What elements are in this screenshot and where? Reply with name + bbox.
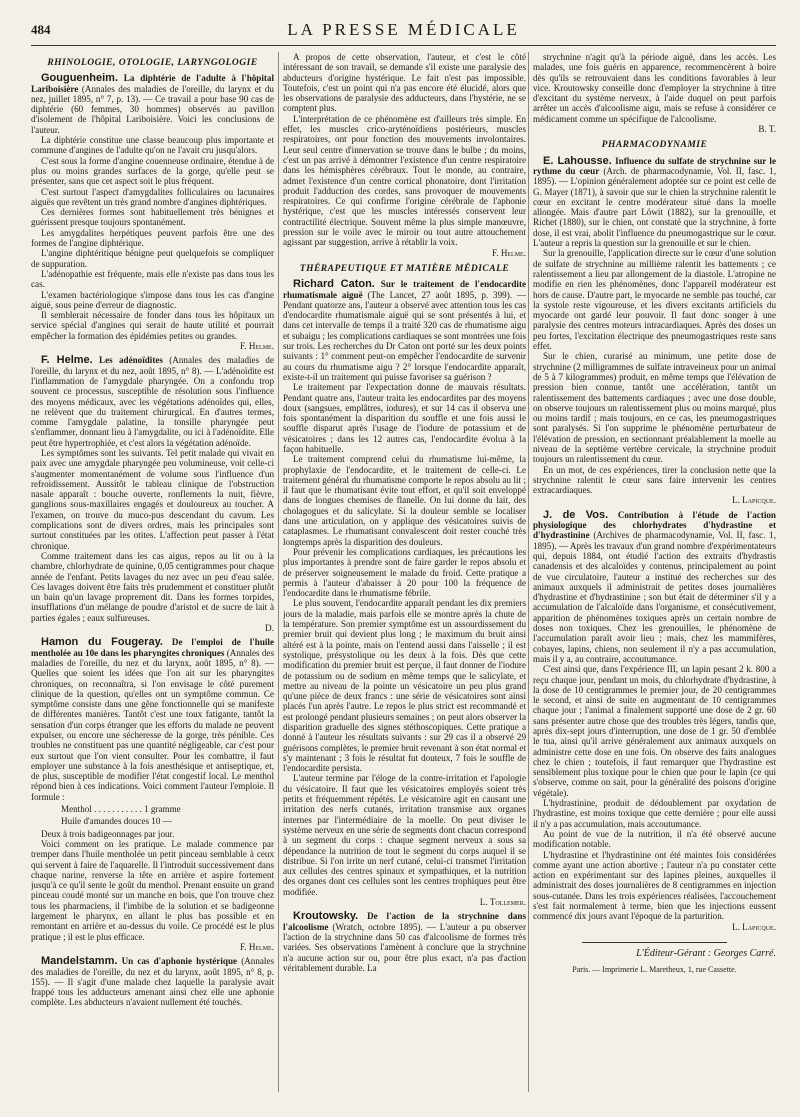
paragraph: Le plus souvent, l'endocardite apparaît pendant les dix premiers jours de la maladie, mais parfois elle se montre après la chute de la température. Son premier symptôme est un assourdissement du premier bruit qui devient plus long ; le maximum du bruit ainsi altéré est à la pointe, mais on l'entend aussi dans l'aisselle ; il est systolique, présystolique ou les deux à la fois. Dès que cette modification du premier bruit est perçue, il faut donner de l'iodure de potassium ou de sodium en même temps que le salicylate, et mettre au niveau de la pointe un vésicatoire un peu plus grand qu'une pièce de deux francs : une série de vésicatoires sont ainsi placés l'un après l'autre. Le repos le plus strict est recommandé et est prolongé pendant plusieurs semaines ; on peut alors observer la disparition graduelle des signes stéthoscopiques. Cette pratique a donné à l'auteur les résultats suivants : sur 29 cas il a observé 29 guérisons complètes, le premier bruit revenant à son état normal et s'y maintenant ; 3 fois le résultat fut douteux, 7 fois le souffle de l'endocardite persista. [283,598,526,774]
article-reference: (Wratch, octobre 1895). — L'auteur a pu observer l'action de la strychnine dans 50 cas d'alcoolisme de formes très variées. Ses observations l'amènent à conclure que la strychnine n'a aucune action sur ou, pour être plus exact, n'a pas d'action véritablement durable. La [283,921,526,973]
article-title: Contribution à l'étude de l'action physiologique des chlorhydrates d'hydrastine et d'hydrastinine [533,509,776,541]
paragraph: Pour prévenir les complications cardiaques, les précautions les plus importantes à prendre sont de faire garder le repos absolu et de préserver soigneusement le malade du froid. Cette pratique a permis à l'auteur d'abaisser à 20 pour 100 la fréquence de l'endocardite dans le rhumatisme fébrile. [283,546,526,599]
article-title: La diphtérie de l'adulte à l'hôpital Lariboisière [31,73,274,94]
article-reference: (Annales des maladies de l'oreille, du nez et du larynx, août 1895, n° 8). — Quelles que soient les idées que l'on ait sur les pharyngites chroniques, on reconnaîtra, si l'on envisage le côté purement clinique de la question, qu'elles ont un symptôme commun. Ce symptôme consiste dans une gêne fonctionnelle qui se manifeste de différentes manières. Tantôt c'est une toux fatigante, tantôt la sensation d'un corps étranger que les efforts du malade ne peuvent expulser, ou encore une sécheresse de la gorge, très pénible. Ces troubles ne constituent pas une quantité négligeable, car c'est pour eux surtout que l'on vient consulter. Pour les combattre, il faut employer une substance à la fois anesthésique et antiseptique, et, de plus, susceptible de modifier l'état congestif local. Le menthol répond bien à ces indications. Voici comment l'auteur l'emploie. Il formule : [31,647,274,802]
paragraph: C'est surtout l'aspect d'amygdalites folliculaires ou lacunaires aiguës que revêtent un très grand nombre d'angines diphtériques. [31,186,274,207]
article-reference: (Arch. de pharmacodynamie, Vol. II, fasc. 1, 1895). — L'opinion généralement adoptée sur ce point est celle de G. Mayer (1871), à savoir que sur le chien la strychnine ralentit le cœur en excitant le centre modérateur situé dans la moelle allongée. Mais d'autre part Löwit (1882), sur la grenouille, et Richet (1880), sur le chien, ont constaté que la strychnine, à forte dose, il est vrai, abolit l'influence du pneumogastrique sur le cœur. L'auteur a repris la question sur la grenouille et sur le chien. [533,165,776,249]
column-divider [528,52,529,1092]
formula-line: Huile d'amandes douces 10 — [61,816,172,827]
paragraph: C'est sous la forme d'angine couenneuse ordinaire, étendue à de plus ou moins grandes surfaces de la gorge, qu'elle peut se présenter, sans que cet aspect soit le plus fréquent. [31,155,274,187]
article-title: Sur le traitement de l'endocardite rhumatismale aiguë [283,279,526,300]
column-divider [278,52,279,1092]
paragraph: Les symptômes sont les suivants. Tel petit malade qui vivait en paix avec une amygdale pharyngée peu volumineuse, voit celle-ci s'augmenter momentanément de volume sous l'influence d'un refroidissement. Aussitôt le tableau clinique de l'obstruction nasale apparaît : bouche ouverte, ronflements la nuit, fièvre, ganglions sous-maxillaires engagés et douloureux au toucher. A l'examen, on trouve du muco-pus descendant du cavum. Les complications sont de divers ordres, mais les principales sont surtout constituées par les otites. L'affection peut passer à l'état chronique. [31,447,274,551]
paragraph: L'interprétation de ce phénomène est d'ailleurs très simple. En effet, les muscles crico-aryténoïdiens postérieurs, muscles respiratoires, ont pour fonction des mouvements involontaires. Leur seul centre d'innervation se trouve dans le bulbe ; du moins, c'est un pas arrivé à démontrer l'existence d'un centre respiratoire dans les hémisphères cérébraux. Tout le monde, au contraire, admet l'existence d'un centre cortical phonatoire, dont l'irritation produit l'adduction des cordes, sans provoquer de mouvements respiratoires. Ce qui confirme l'origine cérébrale de l'aphonie hystérique, c'est que les muscles intéressés conservent leur contractilité électrique. Souvent même la plus simple manœuvre, pression sur le voile avec le miroir ou tout autre attouchement agissant par suggestion, arrive à rétablir la voix. [283,113,526,248]
page-number: 484 [31,22,51,37]
paragraph: Le traitement comprend celui du rhumatisme lui-même, la prophylaxie de l'endocardite, et le traitement de celle-ci. Le traitement général du rhumatisme comporte le repos absolu au lit ; il faut que le rhumatisant évite tout effort, et qu'il soit enveloppé dans de longues chemises de flanelle. On lui donne du lait, des cholagogues et du salicylate. Si la douleur semble se localiser dans une articulation, on y applique des vésicatoires suivis de cataplasmes. Le rhumatisant convalescent doit rester couché très longtemps après la disparition des douleurs. [283,454,526,547]
printer-imprint: Paris. — Imprimerie L. Maretheux, 1, rue Cassette. [572,965,737,975]
article-title: De l'emploi de l'huile mentholée au 10e dans les pharyngites chroniques [31,637,274,658]
paragraph: C'est ainsi que, dans l'expérience III, un lapin pesant 2 k. 800 a reçu chaque jour, pendant un mois, du chlorhydrate d'hydrastine, à la dose de 10 centigrammes le premier jour, de 20 centigrammes le second, et ainsi de suite en augmentant de 10 centigrammes chaque jour ; l'animal a finalement supporté une dose de 2 gr. 60 sans présenter autre chose que des troubles très légers, tandis que, après dix-sept jours d'interruption, une dose de 1 gr. 50 d'emblée le tua, ainsi qu'il arrive généralement aux animaux auxquels on administre cette dose en une fois. On observe des faits analogues chez le chien ; toutefois, il faut remarquer que l'hydrastine est sensiblement plus toxique pour le chien que pour le lapin (ce qui s'observe, comme on sait, pour la généralité des poisons d'origine végétale). [533,664,776,798]
paragraph: Le traitement par l'expectation donne de mauvais résultats. Pendant quatre ans, l'auteur traita les endocardites par des moyens doux (sangsues, emplâtres, iodures), et sur 14 cas il observa une fois spontanément la disparition du souffle et une fois aussi le souffle disparut après l'usage de l'iodure de potassium et de vésicatoires ; dans les 12 autres cas, l'endocardite évolua à la façon habituelle. [283,382,526,454]
paragraph: Ces dernières formes sont habituellement très bénignes et guérissent presque toujours spontanément. [31,207,274,228]
article-signature: F. Helme. [239,341,274,352]
paragraph: La diphtérie constitue une classe beaucoup plus importante et commune d'angines de l'adulte qu'on ne l'avait cru jusqu'alors. [31,135,274,156]
article-mandelstamm [31,956,274,1007]
section-heading: PHARMACODYNAMIE [601,140,708,151]
article-author: Hamon du Fougeray. [41,636,163,649]
paragraph: L'examen bactériologique s'impose dans tous les cas d'angine aiguë, sous peine d'erreur de diagnostic. [31,289,274,310]
article-caton [283,279,526,907]
paragraph: Sur la grenouille, l'application directe sur le cœur d'une solution de sulfate de strychnine au millième ralentit les battements ; ce ralentissement a lieu par allongement de la diastole. L'atropine ne modifie en rien les phénomènes, donc l'appareil modérateur est hors de cause. D'autre part, le myocarde ne semble pas touché, car la systole reste vigoureuse, et les divers excitants artificiels du myocarde ont gardé leur pouvoir. Il faut donc songer à une paralysie des centres moteurs intracardiaques. Après des doses un peu fortes, l'excitation électrique des pneumogastriques reste sans effet. [533,248,776,352]
article-gouguenheim [31,73,274,351]
section-heading: THÉRAPEUTIQUE ET MATIÈRE MÉDICALE [299,263,510,274]
paragraph: A propos de cette observation, l'auteur, et c'est le côté intéressant de son travail, se demande s'il existe une paralysie des abducteurs d'origine hystérique. Le fait n'est pas impossible. Toutefois, c'est un point qui n'a pas encore été élucidé, alors que les observations de paralysie des adducteurs, dans l'hystérie, ne se comptent plus. [283,52,526,114]
article-author: Gouguenheim. [41,72,118,85]
paragraph: L'angine diphtéritique bénigne peut quelquefois se compliquer de suppuration. [31,248,274,269]
article-signature: L. Tollemer. [479,897,526,908]
paragraph: Il semblerait nécessaire de fonder dans tous les hôpitaux un service spécial d'angines qui serait de haute utilité et pourrait empêcher la formation des épidémies petites ou grandes. [31,310,274,341]
paragraph: Voici comment on les pratique. Le malade commence par tremper dans l'huile mentholée un petit pinceau semblable à ceux qui servent à faire de l'aquarelle. Il l'introduit successivement dans chaque narine, renverse la tête en arrière et aspire fortement jusqu'à ce qu'il sente le goût du menthol. Prenant ensuite un grand pinceau coudé monté sur un manche en bois, que l'on trouve chez tous les pharmaciens, il l'imbibe de la solution et se badigeonne largement le pharynx, en allant le plus bas possible et en remontant en arrière et au-dessus du voile. Ce procédé est le plus pratique ; il est le plus efficace. [31,838,274,942]
footer-rule [582,942,728,943]
paragraph: strychnine n'agit qu'à la période aiguë, dans les accès. Les malades, une fois guéris en apparence, recommencèrent à boire dès qu'ils se retrouvaient dans les conditions favorables à leur vice. Kroutowsky conseille donc d'employer la strychnine à titre d'excitant du système nerveux, à l'aide duquel on peut parfois arrêter un accès d'alcoolisme aigu, mais se refuse à considérer ce médicament comme un spécifique de l'alcoolisme. [533,52,776,124]
article-title: Influence du sulfate de strychnine sur le rythme du cœur [533,155,776,176]
article-signature: D. [265,623,274,634]
article-signature: F. Helme. [491,247,526,258]
article-de-vos [533,510,776,932]
paragraph: L'hydrastine et l'hydrastinine ont été maintes fois considérées comme ayant une action abortive ; l'auteur n'a pu constater cette action en expérimentant sur des lapines pleines, auxquelles il administrait des doses journalières de 8 centigrammes en injection sous-cutanée. Dans les trois expériences réalisées, l'accouchement s'est fait normalement à terme, bien que les injections eussent commencé dix jours avant l'époque de la parturition. [533,849,776,922]
paragraph: L'hydrastinine, produit de dédoublement par oxydation de l'hydrastine, est moins toxique que cette dernière ; pour elle aussi il n'y a pas accumulation, mais accoutumance. [533,798,776,829]
article-lahousse [533,156,776,506]
header-rule [31,45,776,46]
paragraph: En un mot, de ces expériences, tirer la conclusion nette que la strychnine ralentit le cœur sans faire intervenir les centres extracardiaques. [533,464,776,496]
paragraph: Comme traitement dans les cas aigus, repos au lit ou à la chambre, chlorhydrate de quinine, 0,05 centigrammes pour chaque année de l'enfant. Petits lavages du nez avec un peu d'eau salée. Ces lavages doivent être faits très prudemment et constituer plutôt un bain qu'un lavage proprement dit. Dans les formes torpides, insufflations d'un mélange de poudre d'aristol et de sucre de lait à parties égales ; eaux sulfureuses. [31,550,274,623]
article-helme [31,355,274,633]
paragraph: Les amygdalites herpétiques peuvent parfois être une des formes de l'angine diphtérique. [31,227,274,249]
column-2 [283,52,526,1112]
article-signature: L. Lapicque. [732,495,776,506]
article-signature: B. T. [758,124,776,135]
article-kroutowsky [283,911,526,973]
paragraph: Sur le chien, curarisé au minimum, une petite dose de strychnine (2 milligrammes de sulfate intraveineux pour un animal de 5 à 7 kilogrammes) produit, en même temps que l'élévation de pression bien connue, tantôt une accélération, tantôt un ralentissement des battements cardiaques ; avec une dose double, on observe toujours un ralentissement plus ou moins marqué, plus ou moins tardif ; mais toujours, en ce cas, les pneumogastriques sont paralysés. Si l'on supprime le phénomène perturbateur de l'élévation de pression, en sectionnant préalablement la moelle au niveau de la septième vertèbre cervicale, la strychnine produit toujours un ralentissement du cœur. [533,351,776,465]
article-reference: (Archives de pharmacodynamie, Vol. II, fasc. 1, 1895). — Après les travaux d'un grand nombre d'expérimentateurs qui, depuis 1884, ont étudié l'action des extraits d'hydrastis canadensis et des alcaloïdes y contenus, principalement au point de vue circulatoire, l'auteur a institué des recherches sur des animaux auxquels il administrait de petites doses journalières d'hydrastine et d'hydrastinine ; son but était de déterminer s'il y a accumulation de l'alcaloïde dans l'organisme, et consécutivement, apparition de phénomènes toxiques après un certain nombre de doses non toxiques. Chez les grenouilles, le phénomène de l'accumulation paraît avoir lieu ; mais, chez les mammifères, cobayes, lapins, chiens, non seulement il n'y a pas accumulation, mais il y a, au contraire, accoutumance. [533,530,776,664]
article-hamon [31,637,274,952]
article-reference: (Annales des maladies de l'oreille, du larynx et du nez, août 1895, n° 8). — L'adénoïdite est l'inflammation de l'amygdale pharyngée. On a confondu trop souvent ce processus, susceptible de résolution sous l'influence des moyens médicaux, avec les végétations adénoïdes qui, elles, ne relèvent que du traitement chirurgical. En d'autres termes, comme l'amygdale palatine, la tonsille pharyngée peut s'enflammer, donnant lieu à l'amygdalite, ou ici à l'adénoïdite. Elle peut être hypertrophiée, et c'est alors la végétation adénoïde. [31,355,274,448]
formula-line: Menthol . . . . . . . . . . . 1 gramme [61,804,181,815]
column-1 [31,52,274,1112]
column-3 [533,52,776,1112]
journal-title: LA PRESSE MÉDICALE [287,20,520,39]
article-author: Kroutowsky. [293,910,359,923]
paragraph: L'adénopathie est fréquente, mais elle n'existe pas dans tous les cas. [31,268,274,290]
article-title: De l'action de la strychnine dans l'alcoolisme [283,911,526,932]
editor-line: L'Éditeur-Gérant : Georges Carré. [636,947,776,959]
article-signature: F. Helme. [239,941,274,952]
paragraph: Deux à trois badigeonnages par jour. [41,828,175,839]
article-reference: (Annales des maladies de l'oreille, du nez et du larynx, août 1895, n° 8, p. 155). — Il s'agit d'une malade chez laquelle la paralysie avait frappé tous les adducteurs amenant ainsi chez elle une aphonie complète. Les abducteurs n'avaient nullement été touchés. [31,956,274,1008]
article-author: E. Lahousse. [543,154,612,167]
article-author: Richard Caton. [293,278,375,291]
article-author: J. de Vos. [543,508,609,521]
article-signature: L. Lapicque. [732,921,776,932]
article-title: Un cas d'aphonie hystérique [121,956,238,967]
paragraph: Au point de vue de la nutrition, il n'a été observé aucune modification notable. [533,828,776,850]
article-reference: (The Lancet, 27 août 1895, p. 399). — Pendant quatorze ans, l'auteur a observé avec attention tous les cas d'endocardite rhumatismale aiguë qui se sont présentés à lui, et dans cet intervalle de temps il a traité 320 cas de rhumatisme aigu et subaigu ; les complications cardiaques se sont montrées une fois sur trois. Les recherches du Dr Caton ont porté sur les deux points suivants : 1° comment peut-on empêcher l'endocardite de survenir au cours du rhumatisme aigu ? 2° lorsque l'endocardite apparaît, existe-t-il un traitement qui puisse favoriser sa guérison ? [283,289,526,382]
paragraph: L'auteur termine par l'éloge de la contre-irritation et l'apologie du vésicatoire. Il faut que les vésicatoires employés soient très petits et fréquemment répétés. Le vésicatoire agit en causant une irritation des nerfs cutanés, irritation transmise aux organes internes par l'intermédiaire de la moelle. On peut diviser le système nerveux en une série de segments dont chacun correspond à un segment du corps : chaque segment nerveux a sous sa dépendance la nutrition de tout le segment du corps auquel il se distribue. Si l'on irrite un nerf cutané, celui-ci transmet l'irritation aux cellules des centres spinaux et sympathiques, et la nutrition des organes dont ces cellules sont les centres trophiques peut être modifiée. [283,773,526,897]
article-author: Mandelstamm. [41,955,118,968]
section-heading: RHINOLOGIE, OTOLOGIE, LARYNGOLOGIE [47,58,258,68]
article-reference: (Annales des maladies de l'oreille, du larynx et du nez, juillet 1895, n° 7, p. 13). — Ce travail a pour base 90 cas de diphtérie (60 femmes, 30 hommes) observés au pavillon d'isolement de l'hôpital Lariboisière. Voici les conclusions de l'auteur. [31,83,274,135]
page-header [31,20,776,42]
article-title: Les adénoïdites [99,355,163,366]
article-author: F. Helme. [41,354,93,367]
